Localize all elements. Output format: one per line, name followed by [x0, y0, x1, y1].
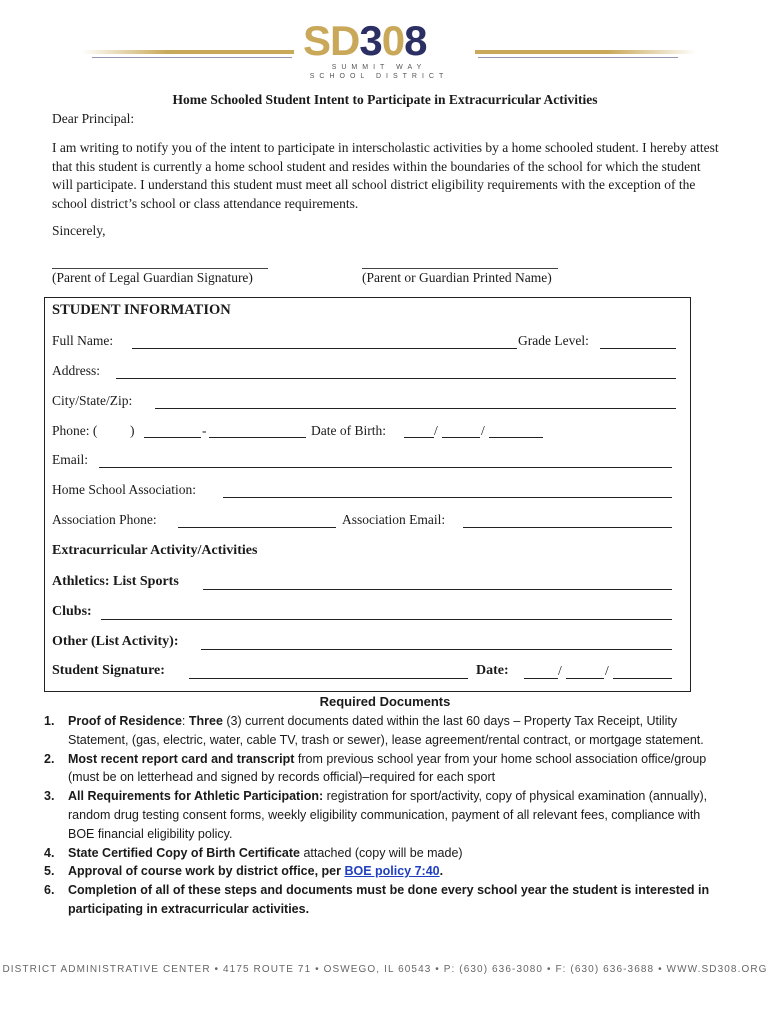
- district-logo: [303, 16, 426, 66]
- header-gold-rule-right: [475, 50, 697, 54]
- logo-subtitle-line1: SUMMIT WAY: [331, 64, 427, 71]
- parent-signature-label: (Parent of Legal Guardian Signature): [52, 270, 253, 285]
- document-title: Home Schooled Student Intent to Participate in Extracurricular Activities: [172, 92, 598, 107]
- athletics-label: Athletics: List Sports: [52, 574, 179, 589]
- header-gold-rule-left: [82, 50, 294, 54]
- home-school-association-field[interactable]: [223, 497, 672, 498]
- signature-date-year-field[interactable]: [613, 678, 672, 679]
- logo-digit-0: 0: [381, 17, 405, 64]
- required-documents-list: [44, 712, 724, 919]
- signature-date-day-field[interactable]: [566, 678, 604, 679]
- signature-date-month-field[interactable]: [524, 678, 558, 679]
- phone-prefix-field[interactable]: [144, 437, 201, 438]
- association-phone-field[interactable]: [178, 527, 336, 528]
- signature-date-slash-2: /: [605, 663, 609, 678]
- required-item-4: 4. State Certified Copy of Birth Certificate attached (copy will be made): [44, 845, 463, 860]
- email-field[interactable]: [99, 467, 672, 468]
- logo-sd: SD: [303, 17, 360, 64]
- header-navy-rule-left: [92, 57, 292, 58]
- student-signature-label: Student Signature:: [52, 663, 165, 678]
- full-name-label: Full Name:: [52, 333, 114, 348]
- student-signature-field[interactable]: [189, 678, 468, 679]
- dob-slash-1: /: [434, 423, 438, 438]
- dob-slash-2: /: [481, 423, 485, 438]
- logo-digit-8: 8: [404, 17, 427, 64]
- grade-level-label: Grade Level:: [518, 333, 589, 348]
- signature-date-slash-1: /: [558, 663, 562, 678]
- salutation: Dear Principal:: [52, 111, 135, 126]
- address-field[interactable]: [116, 378, 676, 379]
- required-item-5: 5. Approval of course work by district office, per BOE policy 7:40.: [44, 864, 444, 879]
- required-item-2: 2. Most recent report card and transcript from previous school year from your home school association office/group (must be on letterhead and signed by records official)–required for each sport: [44, 751, 707, 785]
- required-documents-heading: Required Documents: [319, 694, 451, 709]
- phone-area-close: ): [130, 423, 135, 438]
- home-school-association-label: Home School Association:: [52, 482, 196, 497]
- dob-year-field[interactable]: [489, 437, 543, 438]
- dob-label: Date of Birth:: [311, 423, 386, 438]
- phone-dash: -: [202, 423, 207, 438]
- full-name-field[interactable]: [132, 348, 517, 349]
- association-email-field[interactable]: [463, 527, 672, 528]
- logo-digit-3: 3: [359, 17, 382, 64]
- dob-month-field[interactable]: [404, 437, 434, 438]
- phone-label: Phone: (: [52, 423, 98, 438]
- header-navy-rule-right: [478, 57, 678, 58]
- parent-printed-name-label: (Parent or Guardian Printed Name): [362, 270, 552, 285]
- phone-line-field[interactable]: [209, 437, 306, 438]
- footer-contact: DISTRICT ADMINISTRATIVE CENTER • 4175 ROUTE 71 • OSWEGO, IL 60543 • P: (630) 636-3080 • F: (630) 636-3688 • WWW.SD308.ORG: [2, 964, 768, 975]
- student-info-heading: STUDENT INFORMATION: [52, 302, 231, 318]
- parent-printed-name-line[interactable]: [362, 268, 558, 269]
- boe-policy-link[interactable]: BOE policy 7:40: [344, 864, 440, 879]
- extracurricular-heading: Extracurricular Activity/Activities: [52, 543, 258, 558]
- letter-body: I am writing to notify you of the intent to participate in interscholastic activities by a home schooled student. I hereby attest that this student is currently a home school student and resides within the boundaries of the school for which the student will participate. I understand this student must meet all school district eligibility requirements with the exception of the school district’s school or class attendance requirements.: [52, 140, 719, 211]
- other-activity-field[interactable]: [201, 649, 672, 650]
- dob-day-field[interactable]: [442, 437, 480, 438]
- closing: Sincerely,: [52, 223, 106, 238]
- grade-level-field[interactable]: [600, 348, 676, 349]
- address-label: Address:: [52, 363, 100, 378]
- required-item-3: 3. All Requirements for Athletic Participation: registration for sport/activity, copy of physical examination (annually), random drug testing consent forms, weekly eligibility communication, payment of all relevant fees, compliance with BOE financial eligibility policy.: [44, 789, 708, 841]
- association-email-label: Association Email:: [342, 512, 446, 527]
- association-phone-label: Association Phone:: [52, 512, 157, 527]
- email-label: Email:: [52, 452, 88, 467]
- parent-signature-line[interactable]: [52, 268, 268, 269]
- other-activity-label: Other (List Activity):: [52, 634, 179, 649]
- signature-date-label: Date:: [476, 663, 509, 678]
- city-state-zip-label: City/State/Zip:: [52, 393, 133, 408]
- required-item-6: 6. Completion of all of these steps and documents must be done every school year the student is interested in participating in extracurricular activities.: [44, 883, 710, 916]
- logo-subtitle-line2: SCHOOL DISTRICT: [309, 73, 449, 80]
- clubs-field[interactable]: [101, 619, 672, 620]
- required-item-1: 1. Proof of Residence: Three (3) current documents dated within the last 60 days – Property Tax Receipt, Utility Statement, (gas, electric, water, cable TV, trash or sewer), lease agreement/rental contract, or mortgage statement.: [44, 714, 704, 747]
- clubs-label: Clubs:: [52, 604, 92, 619]
- athletics-field[interactable]: [203, 589, 672, 590]
- city-state-zip-field[interactable]: [155, 408, 676, 409]
